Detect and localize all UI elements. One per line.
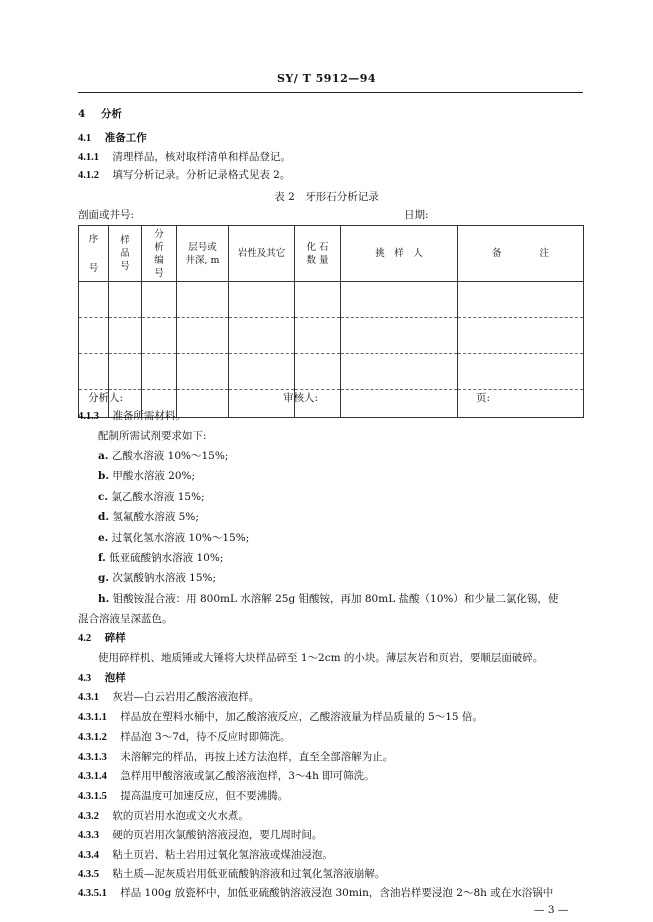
clause-text: 清理样品，核对取样清单和样品登记。 bbox=[112, 151, 291, 163]
section-well-label: 剖面或井号: bbox=[78, 209, 135, 221]
clause-line: 4.3.1.3 未溶解完的样品，再按上述方法泡样，直至全部溶解为止。 bbox=[78, 751, 394, 763]
list-item: h. 钼酸铵混合液：用 800mL 水溶解 25g 钼酸铵，再加 80mL 盐酸（10%）和少量二氯化锡，使 bbox=[98, 593, 559, 605]
page-count-label: 页: bbox=[476, 392, 491, 404]
list-item: f. 低亚硫酸钠水溶液 10%; bbox=[98, 552, 224, 564]
section-4-1-heading bbox=[78, 131, 147, 146]
clause-text: 准备所需材料。 bbox=[112, 410, 186, 422]
analyst-label: 分析人: bbox=[88, 392, 124, 404]
clause-4-1-1 bbox=[78, 150, 291, 165]
list-item-continuation: 混合溶液呈深蓝色。 bbox=[78, 613, 173, 625]
section-4-2-heading: 4.2 碎样 bbox=[78, 632, 126, 644]
section-4-2-text: 使用碎样机、地质锤或大锤将大块样品碎至 1～2cm 的小块。薄层灰岩和页岩，要顺层面破碎。 bbox=[98, 652, 544, 664]
table-2-caption: 表 2 牙形石分析记录 bbox=[274, 191, 379, 203]
clause-number: 4.1.3 bbox=[78, 411, 99, 422]
section-title: 准备工作 bbox=[104, 132, 147, 144]
table-header-row bbox=[79, 226, 584, 282]
table-row bbox=[79, 318, 584, 354]
analysis-record-table bbox=[78, 225, 584, 418]
clause-number: 4.1.1 bbox=[78, 152, 99, 163]
list-item: d. 氢氟酸水溶液 5%; bbox=[98, 511, 199, 523]
clause-number: 4.1.2 bbox=[78, 170, 99, 181]
list-item: a. 乙酸水溶液 10%～15%; bbox=[98, 450, 229, 462]
clause-line: 4.3.3 硬的页岩用次氯酸钠溶液浸泡，要几周时间。 bbox=[78, 829, 323, 841]
clause-line: 4.3.1.4 急样用甲酸溶液或氯乙酸溶液泡样，3～4h 即可筛洗。 bbox=[78, 770, 375, 782]
clause-line: 4.3.1.2 样品泡 3～7d，待不反应时即筛洗。 bbox=[78, 731, 291, 743]
date-label: 日期: bbox=[404, 209, 429, 221]
page-number: — 3 — bbox=[534, 904, 569, 916]
clause-line: 4.3.1 灰岩—白云岩用乙酸溶液泡样。 bbox=[78, 691, 260, 703]
col-fossil-header: 化 石 数 量 bbox=[295, 226, 341, 282]
clause-4-1-3 bbox=[78, 409, 186, 424]
list-item: c. 氯乙酸水溶液 15%; bbox=[98, 491, 205, 503]
col-layer-header: 层号或 井深, m bbox=[177, 226, 229, 282]
clause-line: 4.3.1.1 样品放在塑料水桶中，加乙酸溶液反应，乙酸溶液量为样品质量的 5～15 倍。 bbox=[78, 711, 483, 723]
clause-line: 4.3.2 软的页岩用水泡或文火水煮。 bbox=[78, 810, 249, 822]
section-title: 分析 bbox=[100, 108, 122, 120]
col-remark-header: 备 注 bbox=[458, 226, 584, 282]
clause-line: 4.3.5 粘土质—泥灰质岩用低亚硫酸钠溶液和过氧化氢溶液崩解。 bbox=[78, 868, 386, 880]
col-lithology-header: 岩性及其它 bbox=[229, 226, 295, 282]
standard-code-header: SY/ T 5912—94 bbox=[276, 72, 377, 85]
table-row bbox=[79, 282, 584, 318]
col-analysis-no-header: 分 析 编 号 bbox=[142, 226, 177, 282]
section-number: 4.1 bbox=[78, 133, 92, 144]
list-item: b. 甲酸水溶液 20%; bbox=[98, 470, 196, 482]
list-item: g. 次氯酸钠水溶液 15%; bbox=[98, 572, 217, 584]
section-4-3-heading: 4.3 泡样 bbox=[78, 672, 126, 684]
section-number: 4 bbox=[78, 108, 86, 120]
clause-text: 填写分析记录。分析记录格式见表 2。 bbox=[112, 169, 291, 181]
clause-4-1-2 bbox=[78, 168, 290, 183]
table-row bbox=[79, 354, 584, 390]
reagent-intro: 配制所需试剂要求如下: bbox=[98, 430, 207, 442]
clause-line: 4.3.4 粘土页岩、粘土岩用过氧化氢溶液或煤油浸泡。 bbox=[78, 849, 333, 861]
list-item: e. 过氧化氢水溶液 10%～15%; bbox=[98, 532, 250, 544]
reviewer-label: 审核人: bbox=[283, 392, 319, 404]
col-picker-header: 挑 样 人 bbox=[341, 226, 458, 282]
header-rule bbox=[78, 92, 583, 93]
clause-line: 4.3.5.1 样品 100g 放瓷杯中，加低亚硫酸钠溶液浸泡 30min，含油岩样要浸泡 2～8h 或在水浴锅中 bbox=[78, 887, 554, 899]
col-sample-no-header: 样 品 号 bbox=[109, 226, 142, 282]
col-seq-header: 序 号 bbox=[79, 226, 109, 282]
clause-line: 4.3.1.5 提高温度可加速反应，但不要沸腾。 bbox=[78, 790, 289, 802]
section-4-heading bbox=[78, 107, 122, 121]
